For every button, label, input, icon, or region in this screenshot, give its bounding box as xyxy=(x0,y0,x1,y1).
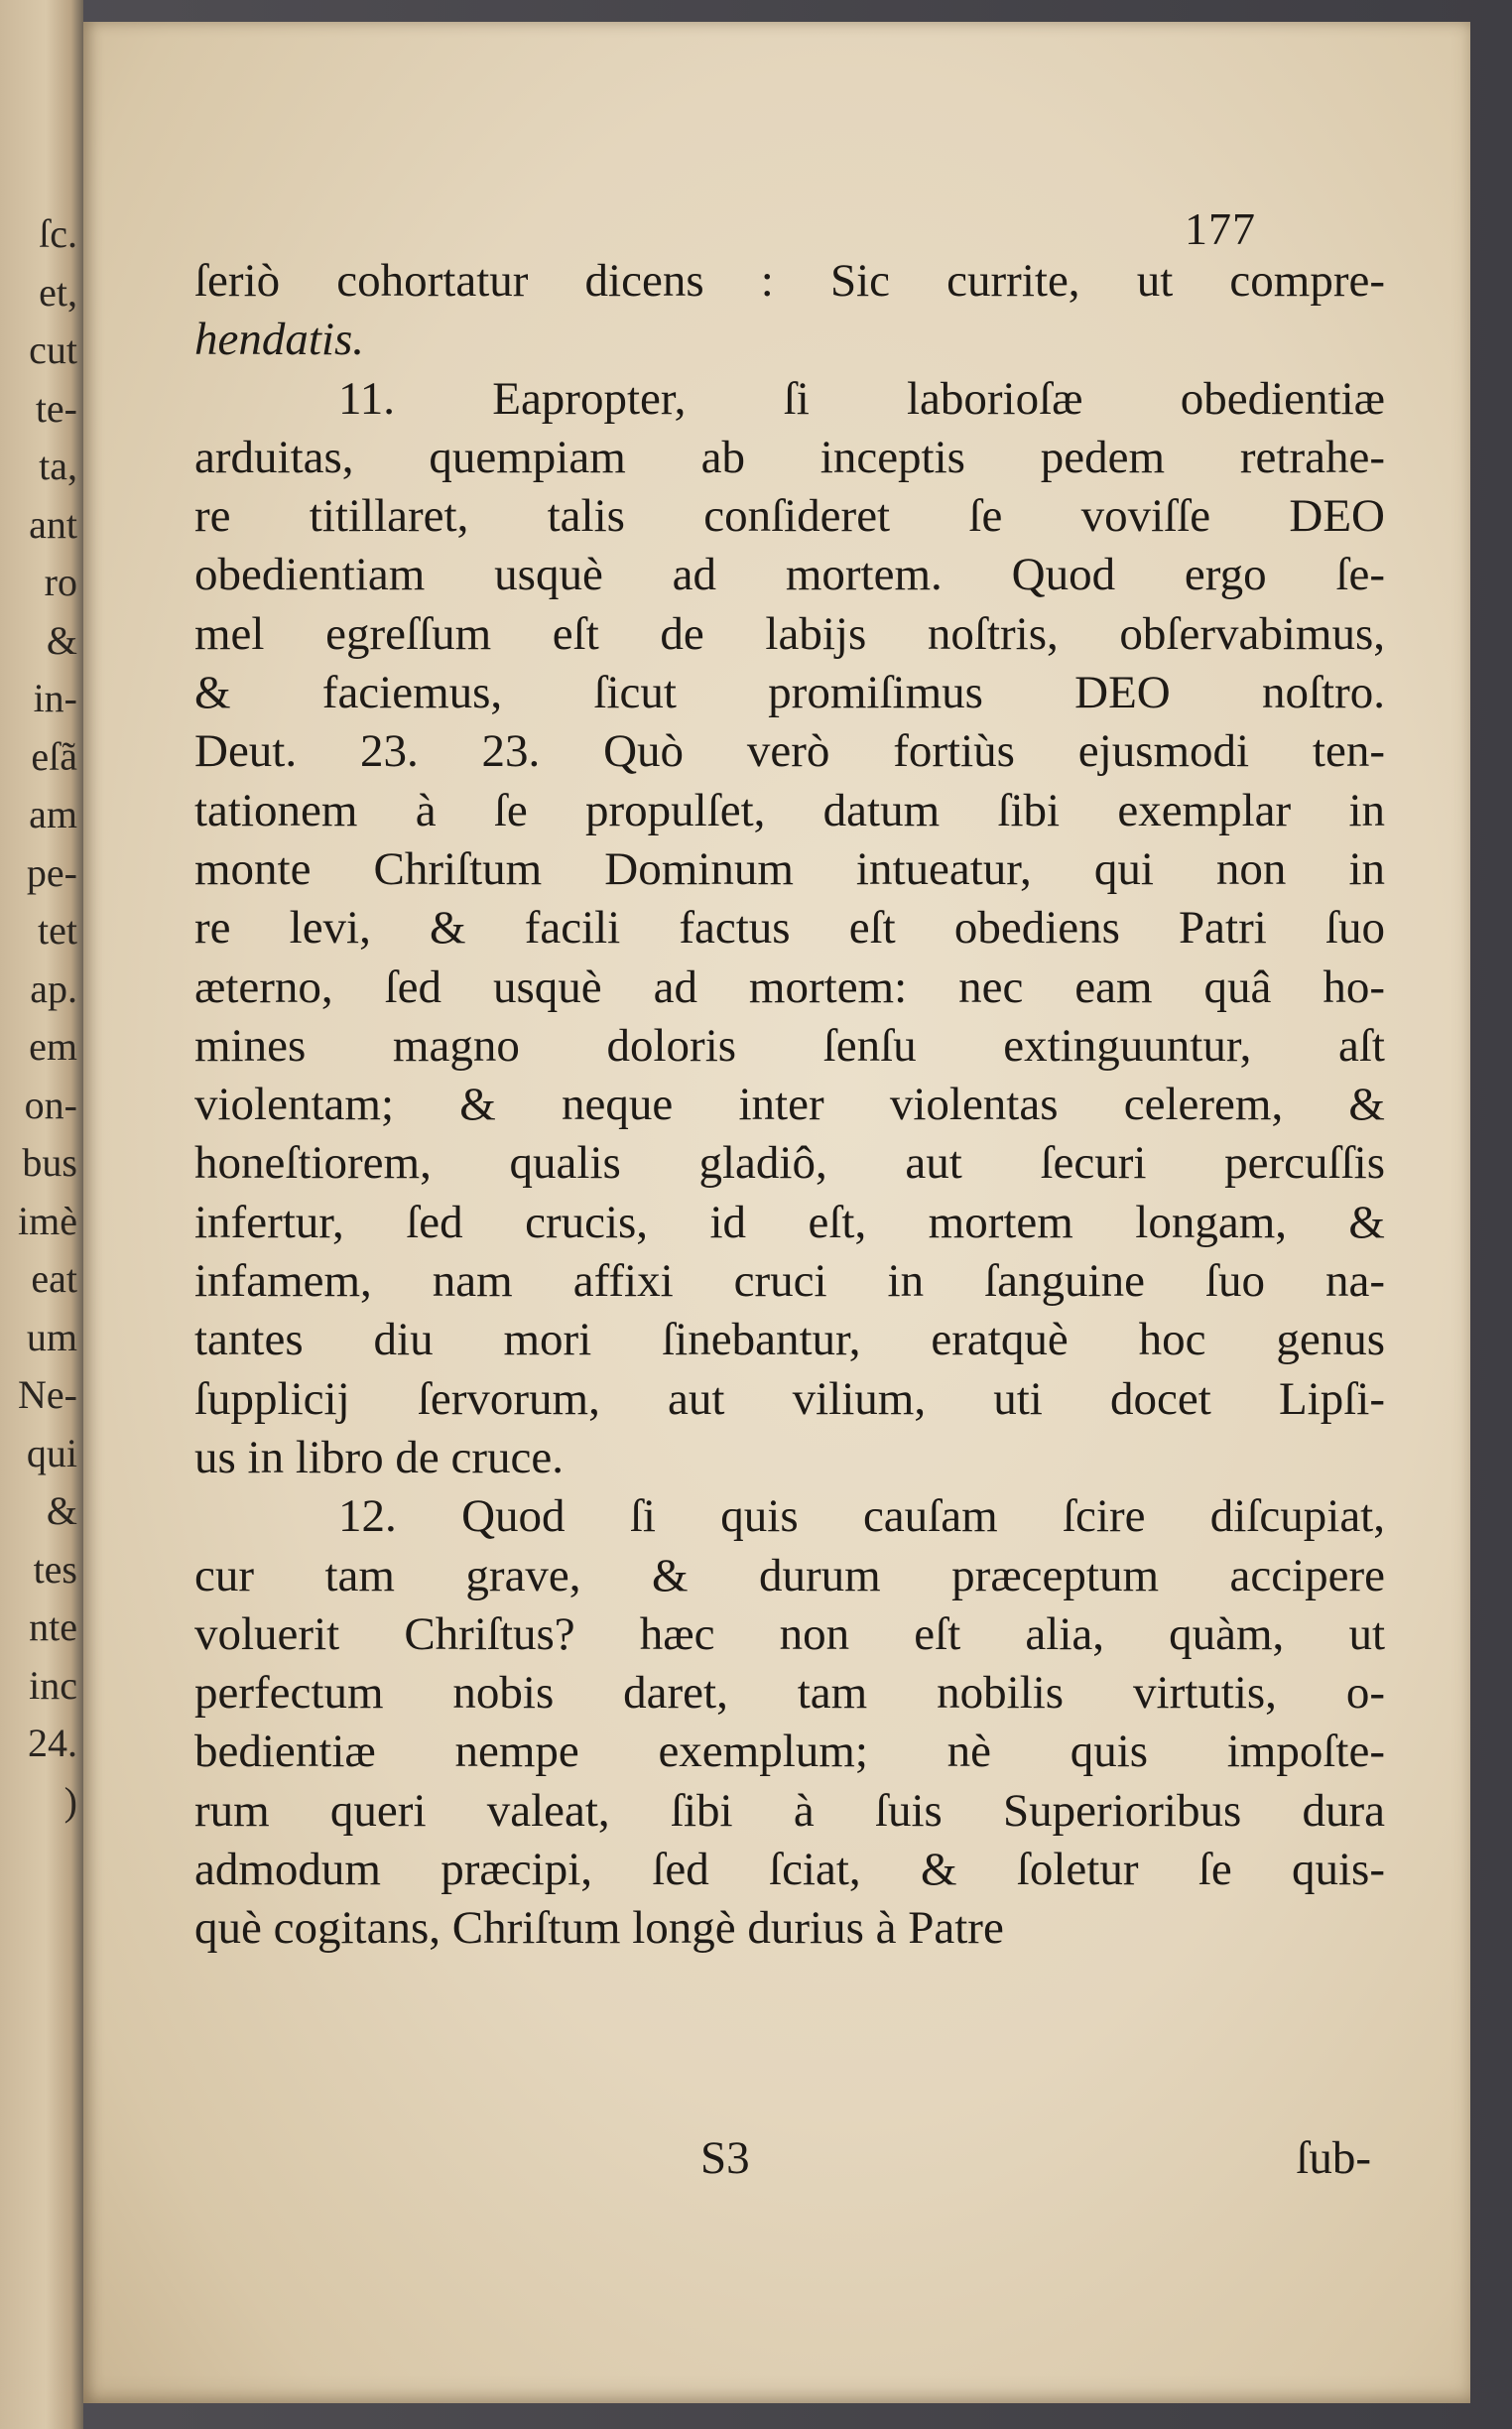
facing-page-fragment: am xyxy=(29,792,77,836)
facing-page-fragment: te- xyxy=(35,385,77,431)
text-line: hendatis. xyxy=(194,314,365,366)
text-line: bedientiæ nempe exemplum; nè quis impoſte- xyxy=(194,1726,1385,1778)
facing-page-fragment: ro xyxy=(44,560,77,604)
text-line: æterno, ſed usquè ad mortem: nec eam quâ ho- xyxy=(194,960,1385,1013)
text-line: us in libro de cruce. xyxy=(194,1431,564,1483)
facing-page-fragment: & xyxy=(46,1488,77,1533)
facing-page-fragment: Ne- xyxy=(18,1372,77,1417)
text-line: infertur, ſed crucis, id eſt, mortem longam, & xyxy=(194,1196,1385,1248)
text-line: violentam; & neque inter violentas celerem, & xyxy=(194,1079,1385,1131)
facing-page-fragment: um xyxy=(26,1314,77,1359)
body-text xyxy=(194,252,1385,1959)
text-line: tationem à ſe propulſet, datum ſibi exemplar in xyxy=(194,784,1385,836)
facing-page-fragment: bus xyxy=(22,1140,77,1185)
facing-page-fragment: eat xyxy=(31,1256,77,1301)
facing-page-fragment: 24. xyxy=(28,1721,77,1765)
text-line: 12. Quod ſi quis cauſam ſcire diſcupiat, xyxy=(338,1490,1385,1543)
text-line: rum queri valeat, ſibi à ſuis Superioribus dura xyxy=(194,1784,1385,1837)
page-footer xyxy=(194,2131,1385,2191)
text-line: Deut. 23. 23. Quò verò fortiùs ejusmodi ten- xyxy=(194,725,1385,778)
facing-page-fragment: em xyxy=(29,1024,77,1069)
facing-page-fragment: in- xyxy=(33,676,77,720)
facing-page-fragment: & xyxy=(46,617,77,663)
text-line: mel egreſſum eſt de labijs noſtris, obſervabimus, xyxy=(194,607,1385,660)
facing-page-fragment: ant xyxy=(29,501,77,547)
text-line: mines magno doloris ſenſu extinguuntur, aſt xyxy=(194,1019,1385,1072)
text-line: 11. Eapropter, ſi laborioſæ obedientiæ xyxy=(338,372,1385,425)
text-line: infamem, nam affixi cruci in ſanguine ſuo na- xyxy=(194,1255,1385,1308)
facing-page-fragment: et, xyxy=(39,269,77,315)
text-line: & faciemus, ſicut promiſimus DEO noſtro. xyxy=(194,667,1385,719)
text-line: admodum præcipi, ſed ſciat, & ſoletur ſe quis- xyxy=(194,1844,1385,1896)
text-line: cur tam grave, & durum præceptum accipere xyxy=(194,1549,1385,1601)
signature-mark: S3 xyxy=(700,2132,750,2184)
text-line: tantes diu mori ſinebantur, eratquè hoc genus xyxy=(194,1314,1385,1366)
text-line: ſupplicij ſervorum, aut vilium, uti docet Lipſi- xyxy=(194,1372,1385,1425)
page-number: 177 xyxy=(1185,203,1256,254)
facing-page-fragment: tes xyxy=(33,1546,77,1592)
text-line: ſeriò cohortatur dicens : Sic currite, ut compre- xyxy=(194,255,1385,307)
book-page xyxy=(83,22,1470,2403)
text-line: què cogitans, Chriſtum longè durius à Patre xyxy=(194,1902,1004,1955)
facing-page-edge xyxy=(0,0,83,2429)
text-line: monte Chriſtum Dominum intueatur, qui non in xyxy=(194,842,1385,895)
catchword: ſub- xyxy=(1296,2132,1371,2184)
facing-page-fragment: imè xyxy=(18,1198,77,1243)
facing-page-fragment: eſã xyxy=(31,733,77,779)
facing-page-fragment: nte xyxy=(29,1604,77,1649)
facing-page-fragment: ſc. xyxy=(39,211,77,256)
facing-page-fragment: inc xyxy=(29,1662,77,1708)
text-line: arduitas, quempiam ab inceptis pedem retrahe- xyxy=(194,431,1385,483)
facing-page-fragment: ta, xyxy=(39,444,77,488)
facing-page-fragment: qui xyxy=(26,1430,77,1475)
facing-page-fragment: ) xyxy=(63,1778,77,1824)
facing-page-fragment: tet xyxy=(38,908,77,953)
text-line: re titillaret, talis conſideret ſe voviſſe DEO xyxy=(194,490,1385,543)
text-line: perfectum nobis daret, tam nobilis virtutis, o- xyxy=(194,1667,1385,1720)
text-line: re levi, & facili factus eſt obediens Patri ſuo xyxy=(194,902,1385,955)
text-line: honeſtiorem, qualis gladiô, aut ſecuri percuſſis xyxy=(194,1137,1385,1190)
facing-page-fragment: ap. xyxy=(30,965,77,1011)
text-line: voluerit Chriſtus? hæc non eſt alia, quàm, ut xyxy=(194,1607,1385,1660)
facing-page-fragment: on- xyxy=(24,1082,77,1127)
facing-page-fragment: pe- xyxy=(26,849,77,895)
text-line: obedientiam usquè ad mortem. Quod ergo ſe- xyxy=(194,549,1385,601)
facing-page-fragment: cut xyxy=(29,327,77,372)
